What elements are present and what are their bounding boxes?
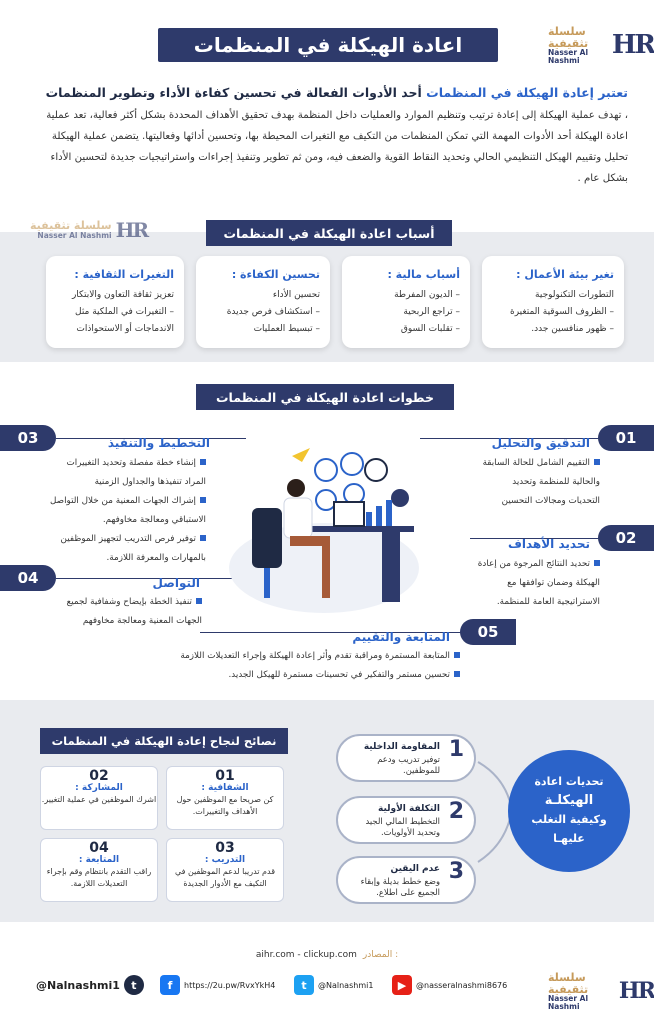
tip-card <box>40 838 158 902</box>
circle-line: وكيفية التغلب <box>531 813 607 826</box>
challenge-number: 1 <box>448 737 464 762</box>
footer-twitter2[interactable] <box>294 972 373 998</box>
step-line: الاستراتيجية العامة للمنظمة. <box>496 597 600 607</box>
step-text <box>420 555 600 612</box>
twitter-handle[interactable]: @Nalnashmi1 <box>36 978 120 992</box>
step-number: 05 <box>460 619 516 645</box>
footer-logo <box>548 972 654 1011</box>
tip-number: 02 <box>89 768 109 784</box>
brand-logo <box>548 26 654 65</box>
bar-icon <box>386 500 392 526</box>
tip-title: المتابعة : <box>78 855 120 865</box>
step-title: تحديد الأهداف <box>507 537 590 551</box>
step-line: الاستباقي ومعالجة مخاوفهم. <box>102 515 206 525</box>
intro-lead-highlight: تعتبر إعادة الهيكلة في المنظمات <box>426 85 628 100</box>
youtube-icon[interactable]: ▶ <box>392 975 412 995</box>
step-line: المتابعة المستمرة ومراقبة تقدم وأثر إعادة الهيكلة وإجراء التعديلات اللازمة <box>180 651 450 661</box>
cause-title: تغير بيئة الأعمال : <box>516 268 614 281</box>
footer-facebook[interactable] <box>160 972 275 998</box>
step-title: التخطيط والتنفيذ <box>107 436 210 450</box>
step-title: المتابعة والتقييم <box>352 630 450 644</box>
step-line: تحسين مستمر والتفكير في تحسينات مستمرة للهيكل الجديد. <box>228 670 450 680</box>
cause-line: – تراجع الربحية <box>403 307 460 317</box>
paper-plane-icon <box>292 448 310 462</box>
tip-text: راقب التقدم بانتظام وقم بإجراء التعديلات اللازمة. <box>46 867 152 888</box>
circle-line: الهيكلـة <box>544 793 594 808</box>
youtube-handle[interactable]: @nasseralnashmi8676 <box>416 980 508 990</box>
circle-line: تحديات اعادة <box>534 775 604 788</box>
twitter-bird-icon[interactable]: t <box>294 975 314 995</box>
connector-curve <box>478 762 512 862</box>
challenges-circle <box>508 750 630 872</box>
page-title: اعادة الهيكلة في المنظمات <box>158 28 498 62</box>
footer-logo-arabic: سلسلة تثقيفية <box>548 971 589 996</box>
facebook-icon[interactable]: f <box>160 975 180 995</box>
sources-label: المصادر : <box>362 950 399 960</box>
challenge-pill <box>336 796 476 844</box>
bullet-icon <box>594 560 600 566</box>
cause-card <box>342 256 470 348</box>
cause-line: – ظهور منافسين جدد. <box>531 324 614 334</box>
tip-title: التدريب : <box>204 855 246 865</box>
challenge-pill <box>336 856 476 904</box>
challenge-pill <box>336 734 476 782</box>
intro-paragraph <box>28 82 628 189</box>
footer-logo-mark: HR <box>618 978 654 1005</box>
cause-line: – تبسيط العمليات <box>253 324 320 334</box>
step-text <box>26 593 202 631</box>
sources-bar <box>0 945 654 965</box>
cause-title: التغيرات الثقافية : <box>74 268 174 281</box>
bullet-icon <box>454 671 460 677</box>
step-title: التدقيق والتحليل <box>491 436 590 450</box>
tip-number: 04 <box>89 840 109 856</box>
challenge-number: 3 <box>448 859 464 884</box>
step-line: تنفيذ الخطة بإيضاح وشفافية لجميع <box>66 597 192 607</box>
intro-body: ، تهدف عملية الهيكلة إلى إعادة ترتيب وتنظيم الموارد والعمليات داخل المنظمة بهدف تحقيق الأهداف المحددة بشكل أكثر فعالية، تعد عملية اعادة الهيكلة أحد الأدوات المهمة التي تمكن المنظمات من التكيف مع التغيرات المحيطة بها، وتحسين أدائها وفعاليتها. يتضمن عملية الهيكلة تحليل وتقييم الهيكل التنظيمي الحالي وتحديد النقاط القوية والضعف فيه، ومن ثم تطوير وتنفيذ إجراءات واستراتيجيات جديدة لتحسين الأداء بشكل عام . <box>46 110 628 184</box>
tip-card <box>40 766 158 830</box>
watermark-english: Nasser Al Nashmi <box>37 230 112 240</box>
step-number: 04 <box>0 565 56 591</box>
bullet-icon <box>196 598 202 604</box>
laptop-icon <box>334 502 364 526</box>
cause-card <box>196 256 330 348</box>
user-icon <box>315 459 337 481</box>
bullet-icon <box>200 497 206 503</box>
bullet-icon <box>594 459 600 465</box>
cause-card <box>482 256 624 348</box>
step-line: تحديد النتائج المرجوة من إعادة <box>477 559 590 569</box>
step-line: المراد تنفيذها والجداول الزمنية <box>94 477 206 487</box>
challenge-text: وضع خطط بديلة وإبقاء الجميع على اطلاع. <box>360 875 440 897</box>
tip-text: اشرك الموظفين في عملية التغيير. <box>41 795 157 804</box>
step-line: الهيكلة وضمان توافقها مع <box>507 578 600 588</box>
intro-lead-rest: أحد الأدوات الفعالة في تحسين كفاءة الأداء وتطوير المنظمات <box>45 85 427 100</box>
challenge-number: 2 <box>448 799 464 824</box>
user-icon <box>341 453 363 475</box>
step-text <box>420 454 600 511</box>
footer-logo-english: Nasser Al Nashmi <box>548 994 589 1011</box>
step-line: إنشاء خطة مفصلة وتحديد التغييرات <box>66 458 196 468</box>
step-number: 01 <box>598 425 654 451</box>
step-line: توفير فرص التدريب لتجهيز الموظفين <box>60 534 196 544</box>
footer-twitter[interactable] <box>36 972 144 998</box>
step-line: والحالية للمنظمة وتحديد <box>512 477 600 487</box>
step-line: إشراك الجهات المعنية من خلال التواصل <box>49 496 196 506</box>
tip-title: المشاركة : <box>75 783 123 793</box>
challenge-text: توفير تدريب ودعم للموظفين. <box>377 753 440 775</box>
causes-title: أسباب اعادة الهيكلة في المنظمات <box>206 220 452 246</box>
cause-title: تحسين الكفاءة : <box>231 268 320 281</box>
cause-line: الاندماجات أو الاستحواذات <box>76 324 174 334</box>
logo-arabic: سلسلة تثقيفية <box>548 25 589 50</box>
cause-line: – الديون المفرطة <box>394 290 460 300</box>
bullet-icon <box>454 652 460 658</box>
bullet-icon <box>200 535 206 541</box>
bullet-icon <box>200 459 206 465</box>
step-line: التقييم الشامل للحالة السابقة <box>482 458 590 468</box>
step-text <box>22 454 206 568</box>
chair-icon <box>252 508 282 568</box>
tips-title: نصائح لنجاح إعادة الهيكلة في المنظمات <box>40 728 288 754</box>
chair-stand-icon <box>264 568 270 598</box>
tip-text: قدم تدريبا لدعم الموظفين في التكيف مع الأدوار الجديدة <box>174 867 276 888</box>
cause-line: – استكشاف فرص جديدة <box>226 307 320 317</box>
challenge-text: التخطيط المالي الجيد وتحديد الأولويات. <box>365 815 440 837</box>
step-number: 02 <box>598 525 654 551</box>
cause-title: أسباب مالية : <box>387 268 460 281</box>
circle-line: عليهـا <box>553 832 585 845</box>
cause-line: – التغيرات في الملكية مثل <box>75 307 174 317</box>
logo-mark: HR <box>611 30 654 61</box>
footer-youtube[interactable] <box>392 972 507 998</box>
twitter-icon[interactable]: t <box>124 975 144 995</box>
tip-card <box>166 838 284 902</box>
step-number: 03 <box>0 425 56 451</box>
cause-line: تحسين الأداء <box>272 290 320 300</box>
steps-title: خطوات اعادة الهيكلة في المنظمات <box>196 384 454 410</box>
sources-text: aihr.com - clickup.com <box>255 950 357 960</box>
cause-line: تعزيز ثقافة التعاون والابتكار <box>71 290 174 300</box>
cause-card <box>46 256 184 348</box>
tip-title: الشفافية : <box>201 783 249 793</box>
step-title: التواصل <box>152 576 200 590</box>
person-head-icon <box>287 479 305 497</box>
person-leg-icon <box>322 544 330 598</box>
step-line: بالمهارات والمعرفة اللازمة. <box>106 553 206 563</box>
step-line: التحديات ومجالات التحسين <box>501 496 600 506</box>
twitter2-handle[interactable]: @Nalnashmi1 <box>318 980 374 990</box>
bar-icon <box>376 506 382 526</box>
tip-card <box>166 766 284 830</box>
office-illustration <box>214 448 424 618</box>
gear-icon <box>391 489 409 507</box>
tip-text: كن صريحا مع الموظفين حول الأهداف والتغييرات. <box>176 795 274 816</box>
cause-line: – تقلبات السوق <box>400 324 460 334</box>
facebook-link[interactable]: https://2u.pw/RvxYkH4 <box>184 980 276 990</box>
watermark-mark: HR <box>115 218 148 242</box>
tip-number: 01 <box>215 768 235 784</box>
watermark-arabic: سلسلة تثقيفية <box>30 219 112 233</box>
challenge-title: المقاومة الداخلية <box>363 742 440 752</box>
bar-icon <box>366 512 372 526</box>
challenge-title: عدم اليقين <box>390 864 440 874</box>
cause-line: – الظروف السوقية المتغيرة <box>509 307 614 317</box>
challenge-title: التكلفة الأولية <box>377 804 440 814</box>
logo-english: Nasser Al Nashmi <box>548 48 589 65</box>
user-icon <box>365 459 387 481</box>
watermark-logo <box>30 218 147 242</box>
cause-line: التطورات التكنولوجية <box>535 290 614 300</box>
desk-leg-icon <box>382 532 400 602</box>
step-line: الجهات المعنية ومعالجة مخاوفهم <box>82 616 202 626</box>
step-text <box>120 647 460 685</box>
person-body-icon <box>284 498 312 538</box>
tip-number: 03 <box>215 840 235 856</box>
